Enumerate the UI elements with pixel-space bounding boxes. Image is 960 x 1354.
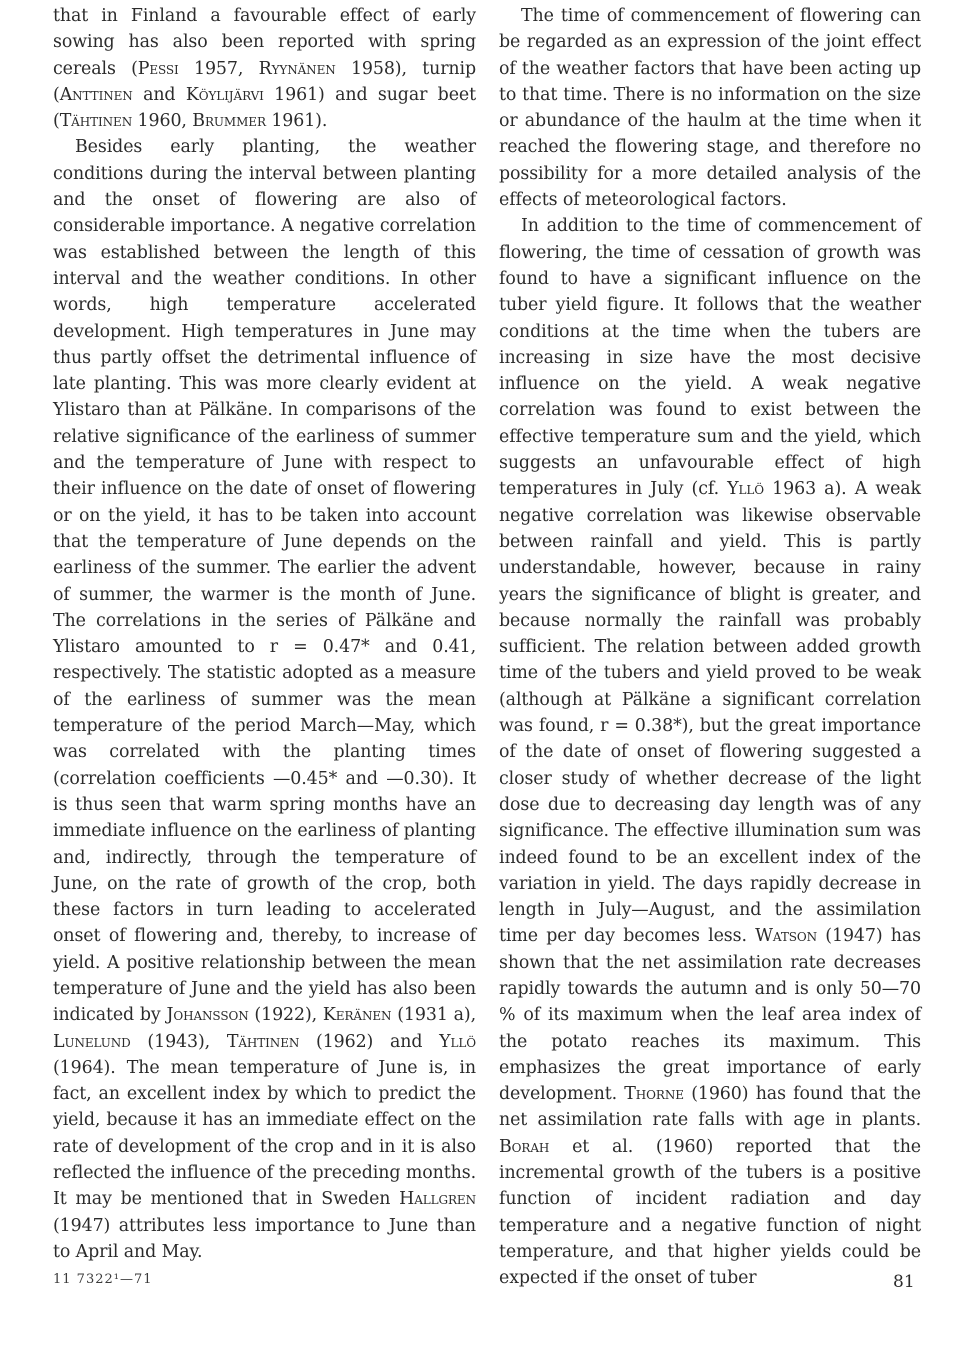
text-run: (1962) and <box>299 1031 440 1052</box>
citation-author: Köylijärvi <box>185 84 264 105</box>
citation-author: Borah <box>499 1136 550 1157</box>
text-run: 1958), turnip ( <box>53 58 476 105</box>
text-run: that in Finland a favourable effect of early sowing has also been reported with spring cereals ( <box>53 6 476 79</box>
citation-author: Yllö <box>439 1031 476 1052</box>
print-code: 11 7322¹—71 <box>53 1272 153 1287</box>
citation-author: Hallgren <box>399 1189 476 1210</box>
right-paragraph-2 <box>499 213 921 1291</box>
citation-author: Watson <box>755 926 818 947</box>
right-column <box>499 3 921 1292</box>
text-run: (1960) has found that the net assimilation rate falls with age in plants. <box>499 1084 922 1131</box>
text-run: and <box>132 84 186 105</box>
text-run: 1961). <box>265 111 328 132</box>
text-run: (1922), <box>248 1005 323 1026</box>
citation-author: Keränen <box>322 1005 392 1026</box>
text-run: Besides early planting, the weather conditions during the interval between planting and the onset of flowering are also of considerable importance. A negative correlation was established between the length of this interval and the weather conditions. In other words, high temperature accelerated development. High temperatures in June may thus partly offset the detrimental influence of late planting. This was more clearly evident at Ylistaro than at Pälkäne. In comparisons of the relative significance of the earliness of summer and the temperature of June with respect to their influence on the date of onset of flowering or on the yield, it has to be taken into account that the temperature of June depends on the earliness of the summer. The earlier the advent of summer, the warmer is the month of June. The correlations in the series of Pälkäne and Ylistaro amounted to r = 0.47* and 0.41, respectively. The statistic adopted as a measure of the earliness of summer was the mean temperature of the period March—May, which was correlated with the planting times (correlation coefficients —0.45* and —0.30). It is thus seen that warm spring months have an immediate influence on the earliness of planting and, indirectly, through the temperature of June, on the rate of growth of the crop, both these factors in turn leading to accelerated onset of flowering and, thereby, to increase of yield. A positive relationship between the mean temperature of June and the yield has also been indicated by <box>53 137 476 1026</box>
text-run: 1960, <box>132 111 193 132</box>
text-run: et al. (1960) reported that the incremental growth of the tubers is a positive function of incident radiation and day temperature and a negative function of night temperature, and that higher yields could be expected if the onset of tuber <box>499 1136 921 1289</box>
left-column <box>53 3 476 1265</box>
citation-author: Tähtinen <box>226 1031 300 1052</box>
text-run: (1943), <box>130 1031 227 1052</box>
left-paragraph-1 <box>53 3 476 134</box>
text-run: (1947) has shown that the net assimilation rate decreases rapidly towards the autumn and is only 50—70 % of its maximum when the leaf area index of the potato reaches its maximum. This emphasizes the great importance of early development. <box>499 926 921 1105</box>
citation-author: Yllö <box>727 479 765 500</box>
citation-author: Anttinen <box>59 84 133 105</box>
right-paragraph-1: The time of commencement of flowering can be regarded as an expression of the joint effect of the weather factors that have been acting up to that time. There is no information on the size or abundance of the haulm at the time when it reached the flowering stage, and therefore no possibility for a more detailed analysis of the effects of meteorological factors. <box>499 6 921 211</box>
text-run: 1957, <box>178 58 259 79</box>
text-run: In addition to the time of commencement of flowering, the time of cessation of growth was found to have a significant influence on the tuber yield figure. It follows that the weather conditions at the time when the tubers are increasing in size have the most decisive influence on the yield. A weak negative correlation was found to exist between the effective temperature sum and the yield, which suggests an unfavourable effect of high temperatures in July (cf. <box>499 216 921 500</box>
citation-author: Thorne <box>624 1084 684 1105</box>
citation-author: Johansson <box>166 1005 249 1026</box>
citation-author: Lunelund <box>53 1031 131 1052</box>
citation-author: Brummer <box>192 111 266 132</box>
citation-author: Pessi <box>137 58 179 79</box>
left-paragraph-2 <box>53 134 476 1265</box>
citation-author: Ryynänen <box>258 58 336 79</box>
text-run: (1931 a), <box>391 1005 476 1026</box>
text-run: 1961) and sugar beet ( <box>53 84 476 132</box>
citation-author: Tähtinen <box>59 111 133 132</box>
text-run: (1947) attributes less importance to June than to April and May. <box>53 1215 476 1262</box>
page-number: 81 <box>893 1272 915 1292</box>
text-run: (1964). The mean temperature of June is, in fact, an excellent index by which to predict the yield, because it has an immediate effect on the rate of development of the crop and in it is also reflected the influence of the preceding months. It may be mentioned that in Sweden <box>53 1057 476 1210</box>
text-run: 1963 a). A weak negative correlation was likewise observable between rainfall and yield. This is partly understandable, however, because in rainy years the significance of blight is greater, and because normally the rainfall was probably sufficient. The relation between added growth time of the tubers and yield proved to be weak (although at Pälkäne a significant correlation was found, r = 0.38*), but the great importance of the date of onset of flowering suggested a closer study of whether decrease of the light dose due to decreasing day length was of any significance. The effective illumination sum was indeed found to be an excellent index of the variation in yield. The days rapidly decrease in length in July—August, and the assimilation time per day becomes less. <box>499 479 921 947</box>
